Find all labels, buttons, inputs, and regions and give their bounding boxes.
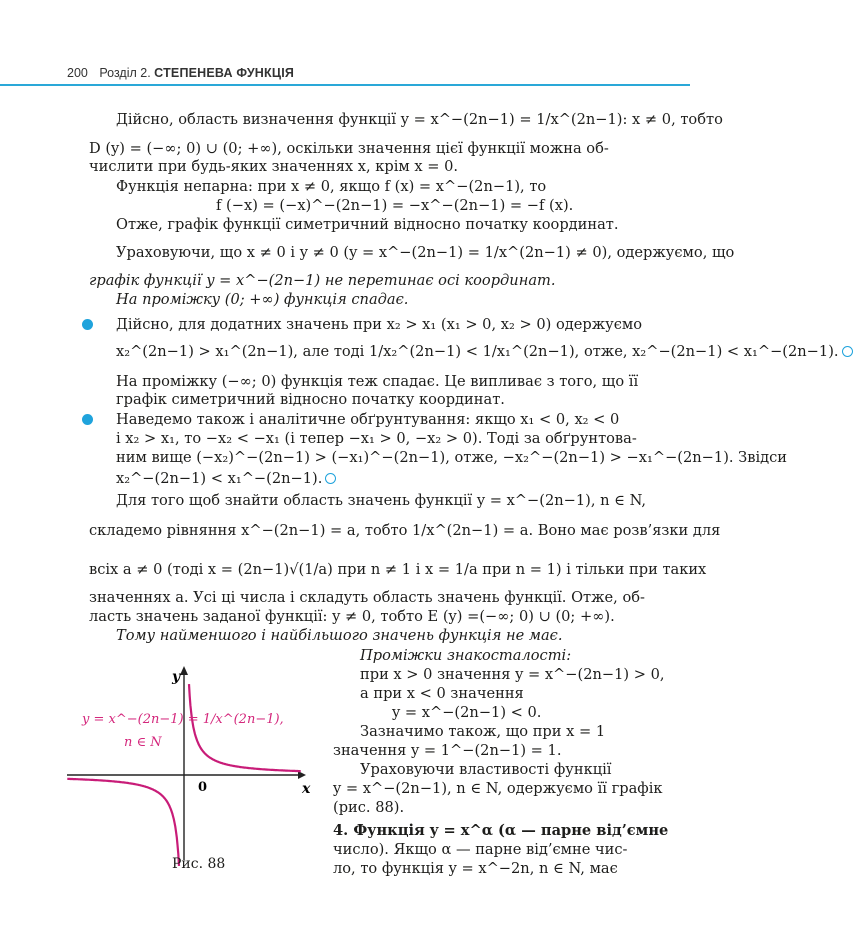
- text-line: D (y) = (−∞; 0) ∪ (0; +∞), оскільки значення цієї функції можна об-: [89, 140, 609, 157]
- section-title: СТЕПЕНЕВА ФУНКЦІЯ: [154, 66, 295, 80]
- text-line-content: x₂^−(2n−1) < x₁^−(2n−1).: [116, 470, 323, 487]
- curve-negative-branch: [67, 779, 179, 866]
- text-line: y = x^−(2n−1) < 0.: [392, 704, 542, 721]
- text-line: [116, 343, 853, 361]
- curve-positive-branch: [189, 684, 301, 771]
- text-line: Дійсно, для додатних значень при x₂ > x₁ (x₁ > 0, x₂ > 0) одержуємо: [116, 316, 643, 333]
- text-line: f (−x) = (−x)^−(2n−1) = −x^−(2n−1) = −f (x).: [216, 197, 574, 214]
- text-line: числити при будь-яких значеннях x, крім x = 0.: [89, 158, 459, 175]
- x-axis-arrow-icon: [298, 771, 306, 779]
- y-axis-label: y: [172, 669, 181, 685]
- text-line: Проміжки знакосталості:: [360, 647, 572, 664]
- bullet-icon: [82, 319, 93, 330]
- text-line: Ураховуючи властивості функції: [360, 761, 612, 778]
- text-line: число). Якщо α — парне від’ємне чис-: [333, 841, 628, 858]
- text-line: На проміжку (0; +∞) функція спадає.: [116, 291, 409, 308]
- page-number: 200: [67, 66, 88, 80]
- end-of-proof-icon: [842, 346, 853, 357]
- text-line: і x₂ > x₁, то −x₂ < −x₁ (і тепер −x₁ > 0, −x₂ > 0). Тоді за обґрунтова-: [116, 430, 637, 447]
- text-line: ласть значень заданої функції: y ≠ 0, тобто E (y) =(−∞; 0) ∪ (0; +∞).: [89, 608, 615, 625]
- bullet-icon: [82, 414, 93, 425]
- text-line: ло, то функція y = x^−2n, n ∈ N, має: [333, 860, 618, 877]
- text-line: Ураховуючи, що x ≠ 0 і y ≠ 0 (y = x^−(2n−1) = 1/x^(2n−1) ≠ 0), одержуємо, що: [116, 244, 735, 261]
- y-axis-arrow-icon: [180, 666, 188, 675]
- text-line: Тому найменшого і найбільшого значень функція не має.: [116, 627, 563, 644]
- text-line: значення y = 1^−(2n−1) = 1.: [333, 742, 562, 759]
- text-line: графік симетричний відносно початку координат.: [116, 391, 505, 408]
- text-line: графік функції y = x^−(2n−1) не перетинає осі координат.: [89, 272, 556, 289]
- text-line: 4. Функція y = x^α (α — парне від’ємне: [333, 822, 669, 839]
- text-line: Для того щоб знайти область значень функції y = x^−(2n−1), n ∈ N,: [116, 492, 647, 509]
- text-line: а при x < 0 значення: [360, 685, 524, 702]
- page-header: [67, 66, 294, 80]
- text-line: значеннях a. Усі ці числа і складуть область значень функції. Отже, об-: [89, 589, 645, 606]
- text-line-content: x₂^(2n−1) > x₁^(2n−1), але тоді 1/x₂^(2n−1) < 1/x₁^(2n−1), отже, x₂^−(2n−1) < x₁^−(2n−1).: [116, 343, 839, 360]
- text-line: [116, 470, 336, 488]
- text-line: (рис. 88).: [333, 799, 405, 816]
- graph-condition: n ∈ N: [124, 735, 162, 750]
- text-line: всіх a ≠ 0 (тоді x = (2n−1)√(1/a) при n ≠ 1 і x = 1/a при n = 1) і тільки при таких: [89, 561, 707, 578]
- text-line: Дійсно, область визначення функції y = x^−(2n−1) = 1/x^(2n−1): x ≠ 0, тобто: [116, 111, 723, 128]
- graph-svg: [62, 660, 322, 865]
- x-axis-label: x: [302, 781, 311, 797]
- header-rule: [0, 84, 690, 86]
- end-of-proof-icon: [325, 473, 336, 484]
- origin-label: 0: [198, 780, 208, 795]
- figure-caption: Рис. 88: [172, 856, 226, 872]
- text-line: при x > 0 значення y = x^−(2n−1) > 0,: [360, 666, 665, 683]
- text-line: ним вище (−x₂)^−(2n−1) > (−x₁)^−(2n−1), отже, −x₂^−(2n−1) > −x₁^−(2n−1). Звідси: [116, 449, 788, 466]
- text-line: Наведемо також і аналітичне обґрунтування: якщо x₁ < 0, x₂ < 0: [116, 411, 620, 428]
- text-line: Зазначимо також, що при x = 1: [360, 723, 606, 740]
- section-label: Розділ 2.: [99, 66, 151, 80]
- text-line: Отже, графік функції симетричний відносно початку координат.: [116, 216, 619, 233]
- text-line: Функція непарна: при x ≠ 0, якщо f (x) = x^−(2n−1), то: [116, 178, 547, 195]
- figure-88: [62, 660, 322, 865]
- text-line: y = x^−(2n−1), n ∈ N, одержуємо її графік: [333, 780, 663, 797]
- graph-equation: y = x^−(2n−1) = 1/x^(2n−1),: [82, 712, 284, 727]
- text-line: складемо рівняння x^−(2n−1) = a, тобто 1/x^(2n−1) = a. Воно має розв’язки для: [89, 522, 721, 539]
- text-line: На проміжку (−∞; 0) функція теж спадає. Це випливає з того, що її: [116, 373, 639, 390]
